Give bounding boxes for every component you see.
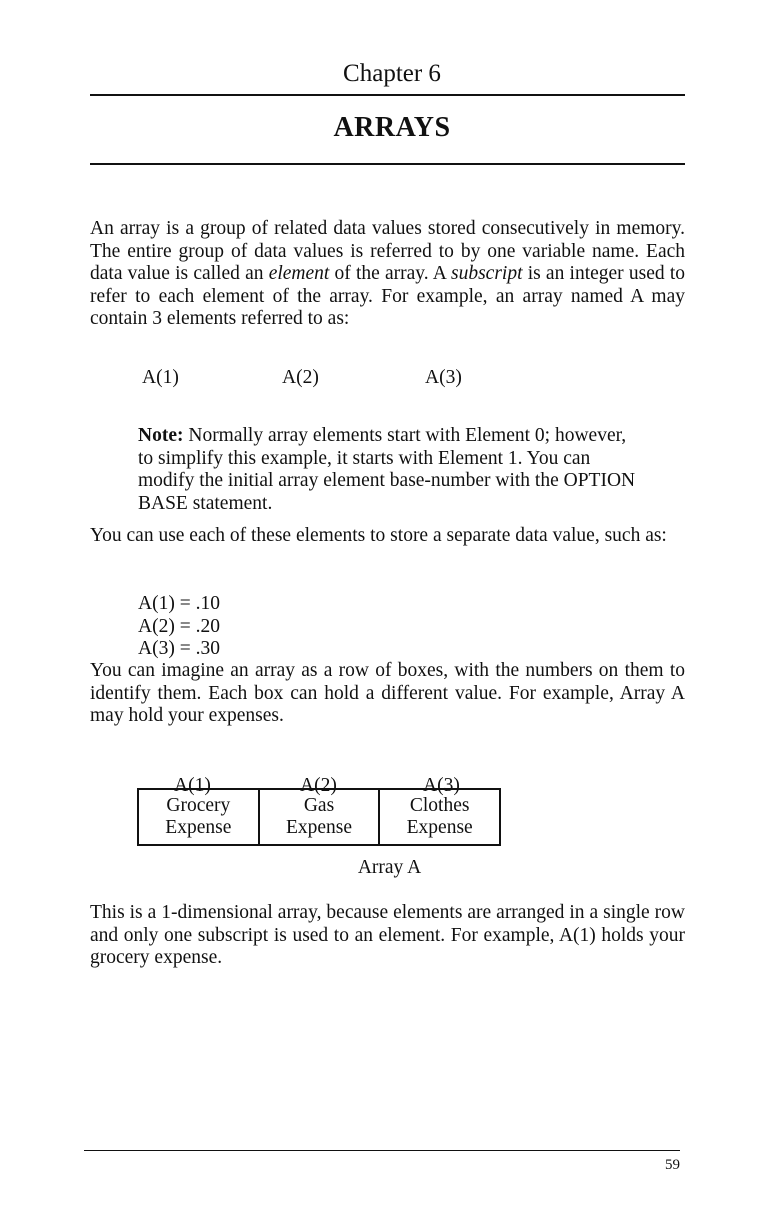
note-block bbox=[138, 425, 638, 515]
intro-paragraph bbox=[90, 218, 685, 331]
footer-rule bbox=[84, 1150, 680, 1151]
box-line: Expense bbox=[285, 817, 353, 838]
diagram-caption: Array A bbox=[357, 857, 422, 878]
page-title: ARRAYS bbox=[333, 112, 451, 143]
element-label: A(1) bbox=[142, 367, 179, 388]
boxes-paragraph: You can imagine an array as a row of boxes, with the numbers on them to identify them. Each box can hold a different value. For example, Array A may hold your expenses. bbox=[90, 660, 685, 726]
diagram-header: A(1) bbox=[174, 775, 211, 796]
element-label: A(3) bbox=[425, 367, 462, 388]
intro-text-c: is an integer used to refer to each element of the array. For example, an array named A may contain 3 elements referred to as: bbox=[90, 263, 685, 329]
chapter-heading: Chapter 6 bbox=[343, 60, 441, 87]
note-text: Normally array elements start with Element 0; however, to simplify this example, it starts with Element 1. You can modify the initial array element base-number with the OPTION BASE statement. bbox=[138, 425, 636, 514]
box-line: Gas bbox=[303, 795, 335, 816]
array-box bbox=[139, 790, 260, 844]
box-line: Expense bbox=[406, 817, 473, 838]
value-line: A(1) = .10 bbox=[138, 593, 220, 614]
value-list bbox=[138, 593, 220, 661]
values-intro-paragraph: You can use each of these elements to store a separate data value, such as: bbox=[90, 525, 667, 546]
page-number: 59 bbox=[665, 1157, 680, 1173]
diagram-header: A(3) bbox=[423, 775, 460, 796]
array-diagram bbox=[137, 788, 501, 846]
array-box bbox=[260, 790, 381, 844]
term-subscript: subscript bbox=[451, 263, 523, 284]
box-line: Grocery bbox=[166, 795, 231, 816]
top-rule bbox=[90, 94, 685, 96]
title-rule bbox=[90, 163, 685, 165]
value-line: A(2) = .20 bbox=[138, 615, 220, 637]
element-label: A(2) bbox=[282, 367, 319, 388]
intro-text-a: An array is a group of related data values stored consecutively in memory. The entire group of data values is referred to by one variable name. Each data value is called an bbox=[90, 218, 685, 284]
box-line: Clothes bbox=[409, 795, 470, 816]
value-line: A(3) = .30 bbox=[138, 638, 220, 659]
intro-text-b: of the array. A bbox=[329, 263, 451, 284]
note-label: Note: bbox=[138, 425, 184, 446]
diagram-header: A(2) bbox=[300, 775, 337, 796]
array-box bbox=[380, 790, 499, 844]
box-line: Expense bbox=[165, 817, 232, 838]
term-element: element bbox=[268, 263, 330, 284]
summary-paragraph: This is a 1-dimensional array, because elements are arranged in a single row and only one subscript is used to an element. For example, A(1) holds your grocery expense. bbox=[90, 902, 685, 968]
